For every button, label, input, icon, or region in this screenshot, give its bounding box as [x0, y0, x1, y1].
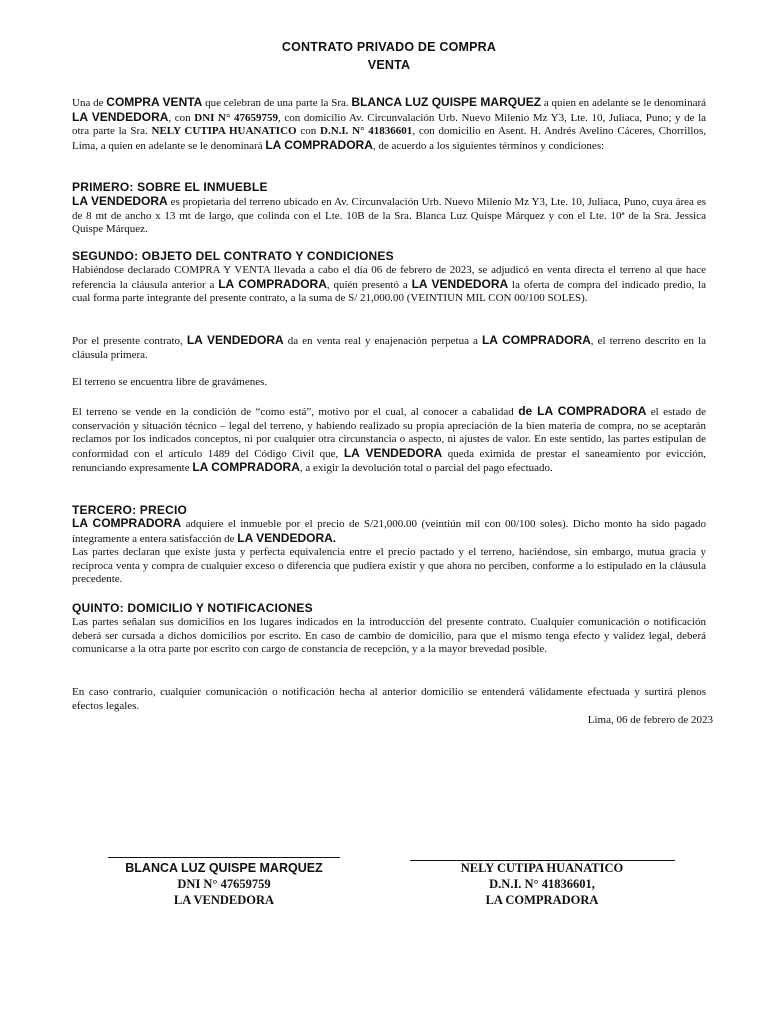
tercero-paragraph-2: Las partes declaran que existe justa y perfecta equivalencia entre el precio pactado y el terreno, haciéndose, sin embargo, mutua gracia y recíproca venta y compra de cualquier exceso o diferencia que pudiera existir y que ahora no perciben, conforme a lo estipulado en la cláusula precedente. — [72, 546, 706, 586]
quinto-paragraph-1: Las partes señalan sus domicilios en los lugares indicados en la introducción del presente contrato. Cualquier comunicación o notificación deberá ser cursada a dichos domicilios por escrito. En caso de cambio de domicilio, para que el mismo tenga efecto y validez legal, deberá comunicarse a la otra parte por escrito con cargo de constancia de recepción, y a la mayor brevedad posible. — [72, 616, 706, 656]
signature-block-buyer — [412, 860, 672, 908]
seller-role: LA VENDEDORA — [173, 893, 275, 907]
tercero-paragraph-1: LA COMPRADORA adquiere el inmueble por el precio de S/21,000.00 (veintiún mil con 00/100 soles). Dicho monto ha sido pagado íntegramente a entera satisfacción de LA VENDEDORA. — [72, 516, 706, 545]
segundo-paragraph-3: El terreno se encuentra libre de gravámenes. — [72, 376, 268, 388]
quinto-heading: QUINTO: DOMICILIO Y NOTIFICACIONES — [72, 601, 313, 615]
segundo-paragraph-1: Habiéndose declarado COMPRA Y VENTA llevada a cabo el día 06 de febrero de 2023, se adjudicó en venta directa el terreno al que hace referencia la cláusula anterior a LA COMPRADORA, quién presentó a LA VENDEDORA la oferta de compra del indicado predio, la cual forma parte integrante del presente contrato, a la suma de S/ 21,000.00 (VEINTIUN MIL CON 00/100 SOLES). — [72, 264, 706, 305]
signature-block-seller — [98, 860, 350, 908]
buyer-name: NELY CUTIPA HUANATICO — [460, 861, 624, 875]
document-title-line1: CONTRATO PRIVADO DE COMPRA — [281, 40, 497, 54]
primero-paragraph: LA VENDEDORA es propietaria del terreno ubicado en Av. Circunvalación Urb. Nuevo Milenio Mz Y3, Lte. 10, Juliaca, Puno, cuya área es de 8 mt de ancho x 13 mt de largo, que colinda con el Lte. 10B de la Sra. Blanca Luz Quispe Márquez y con el Lte. 10ª de la Sra. Jessica Quispe Márquez. — [72, 194, 706, 236]
contract-date: Lima, 06 de febrero de 2023 — [587, 714, 713, 726]
quinto-paragraph-2: En caso contrario, cualquier comunicación o notificación hecha al anterior domicilio se entenderá válidamente efectuada y surtirá plenos efectos legales. — [72, 686, 706, 712]
segundo-heading: SEGUNDO: OBJETO DEL CONTRATO Y CONDICIONES — [72, 249, 394, 263]
buyer-role: LA COMPRADORA — [485, 893, 599, 907]
tercero-heading: TERCERO: PRECIO — [72, 503, 188, 517]
segundo-paragraph-2: Por el presente contrato, LA VENDEDORA da en venta real y enajenación perpetua a LA COMPRADORA, el terreno descrito en la cláusula primera. — [72, 333, 706, 361]
seller-name: BLANCA LUZ QUISPE MARQUEZ — [125, 861, 323, 875]
document-title-line2: VENTA — [367, 58, 411, 72]
buyer-dni: D.N.I. N° 41836601, — [489, 877, 595, 891]
intro-paragraph: Una de COMPRA VENTA que celebran de una parte la Sra. BLANCA LUZ QUISPE MARQUEZ a quien en adelante se le denominará LA VENDEDORA, con DNI N° 47659759, con domicilio Av. Circunvalación Urb. Nuevo Milenio Mz Y3, Lte. 10, Juliaca, Puno; y de la otra parte la Sra. NELY CUTIPA HUANATICO con D.N.I. N° 41836601, con domicilio en Asent. H. Andrés Avelino Cáceres, Chorrillos, Lima, a quien en adelante se le denominará LA COMPRADORA, de acuerdo a los siguientes términos y condiciones: — [72, 95, 707, 152]
signature-line-left — [108, 857, 340, 858]
seller-dni: DNI N° 47659759 — [177, 877, 271, 891]
primero-heading: PRIMERO: SOBRE EL INMUEBLE — [72, 180, 268, 194]
segundo-paragraph-4: El terreno se vende en la condición de “como está”, motivo por el cual, al conocer a cabalidad de LA COMPRADORA el estado de conservación y situación técnico – legal del terreno, y habiendo realizado su propia apreciación de la bien materia de compra, no se aceptarán reclamos por los indicados conceptos, ni por cualquier otra circunstancia o aspecto, ni ajustes de valor. En este sentido, las partes estipulan de conformidad con el artículo 1489 del Código Civil que, LA VENDEDORA queda eximida de prestar el saneamiento por evicción, renunciando expresamente LA COMPRADORA, a exigir la devolución total o parcial del pago efectuado. — [72, 404, 707, 475]
